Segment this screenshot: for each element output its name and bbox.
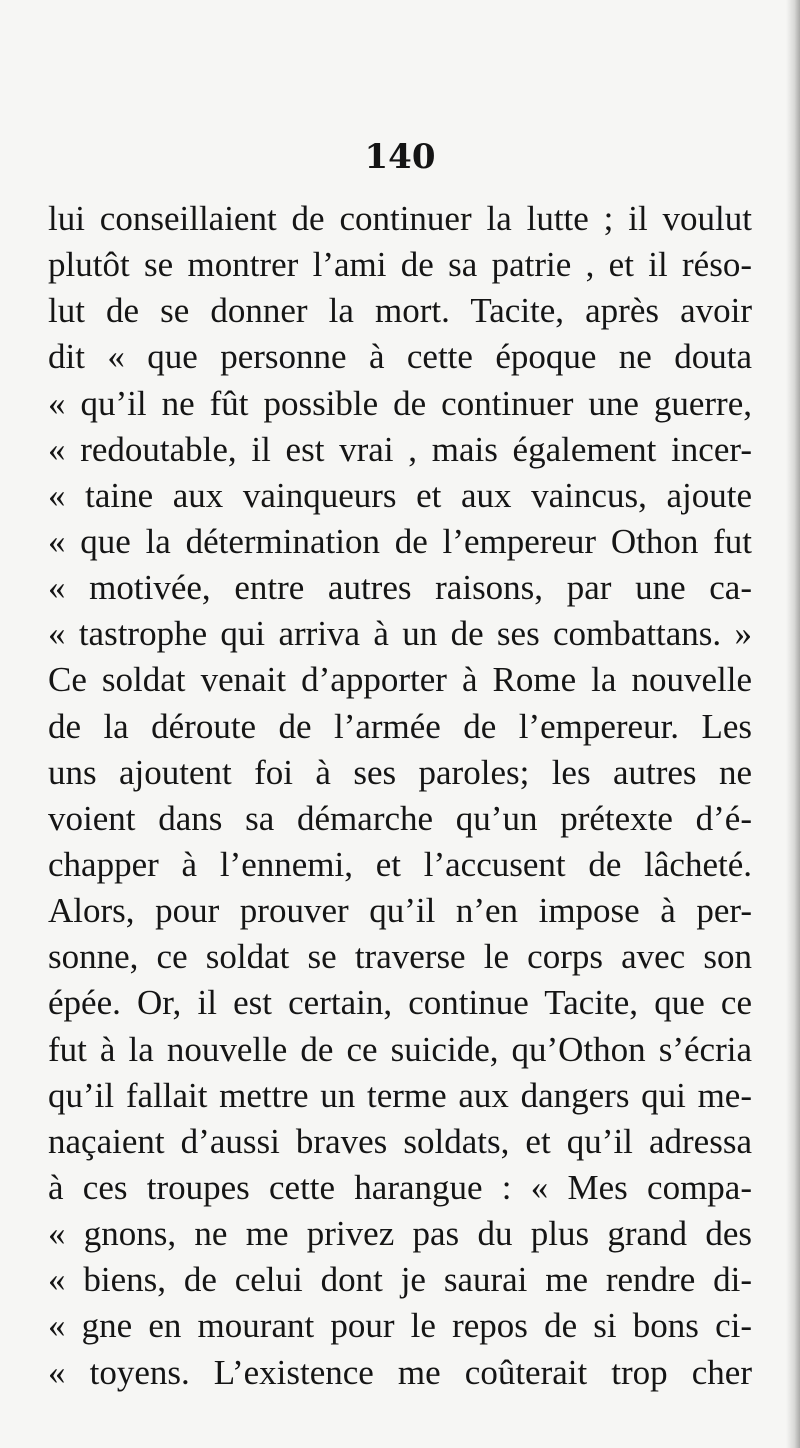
text-line: chapper à l’ennemi, et l’accusent de lâcheté. [48,844,752,884]
text-line: dit « que personne à cette époque ne douta [48,337,752,377]
text-line: fut à la nouvelle de ce suicide, qu’Othon s’écria [48,1029,752,1069]
text-line: Ce soldat venait d’apporter à Rome la nouvelle [48,660,752,700]
page-edge-shadow [786,0,800,1448]
text-line: Alors, pour prouver qu’il n’en impose à per- [48,891,752,931]
text-line: épée. Or, il est certain, continue Tacite, que ce [48,983,752,1023]
text-line: à ces troupes cette harangue : « Mes compa- [48,1167,752,1207]
text-line: lut de se donner la mort. Tacite, après avoir [48,291,752,331]
text-line: uns ajoutent foi à ses paroles; les autres ne [48,752,752,792]
text-line: voient dans sa démarche qu’un prétexte d’é- [48,798,752,838]
text-line: de la déroute de l’armée de l’empereur. Les [48,706,752,746]
text-line: « redoutable, il est vrai , mais également incer- [48,429,752,469]
text-line: qu’il fallait mettre un terme aux dangers qui me- [48,1075,752,1115]
text-line: lui conseillaient de continuer la lutte ; il voulut [48,199,752,238]
text-line: « taine aux vainqueurs et aux vaincus, ajoute [48,475,752,515]
text-line: « gne en mourant pour le repos de si bons ci- [48,1306,752,1346]
text-line: « toyens. L’existence me coûterait trop cher [48,1352,752,1392]
text-line: « motivée, entre autres raisons, par une ca- [48,568,752,608]
text-line: sonne, ce soldat se traverse le corps avec son [48,937,752,977]
text-line: « gnons, ne me privez pas du plus grand des [48,1214,752,1254]
text-line: « tastrophe qui arriva à un de ses combattans. » [48,614,752,654]
text-line: « biens, de celui dont je saurai me rendre di- [48,1260,752,1300]
text-line: « qu’il ne fût possible de continuer une guerre, [48,383,752,423]
text-line: « que la détermination de l’empereur Othon fut [48,521,752,561]
text-line: naçaient d’aussi braves soldats, et qu’il adressa [48,1121,752,1161]
body-text [48,196,752,1396]
page-number: 140 [364,137,436,177]
text-line: plutôt se montrer l’ami de sa patrie , et il réso- [48,245,752,285]
